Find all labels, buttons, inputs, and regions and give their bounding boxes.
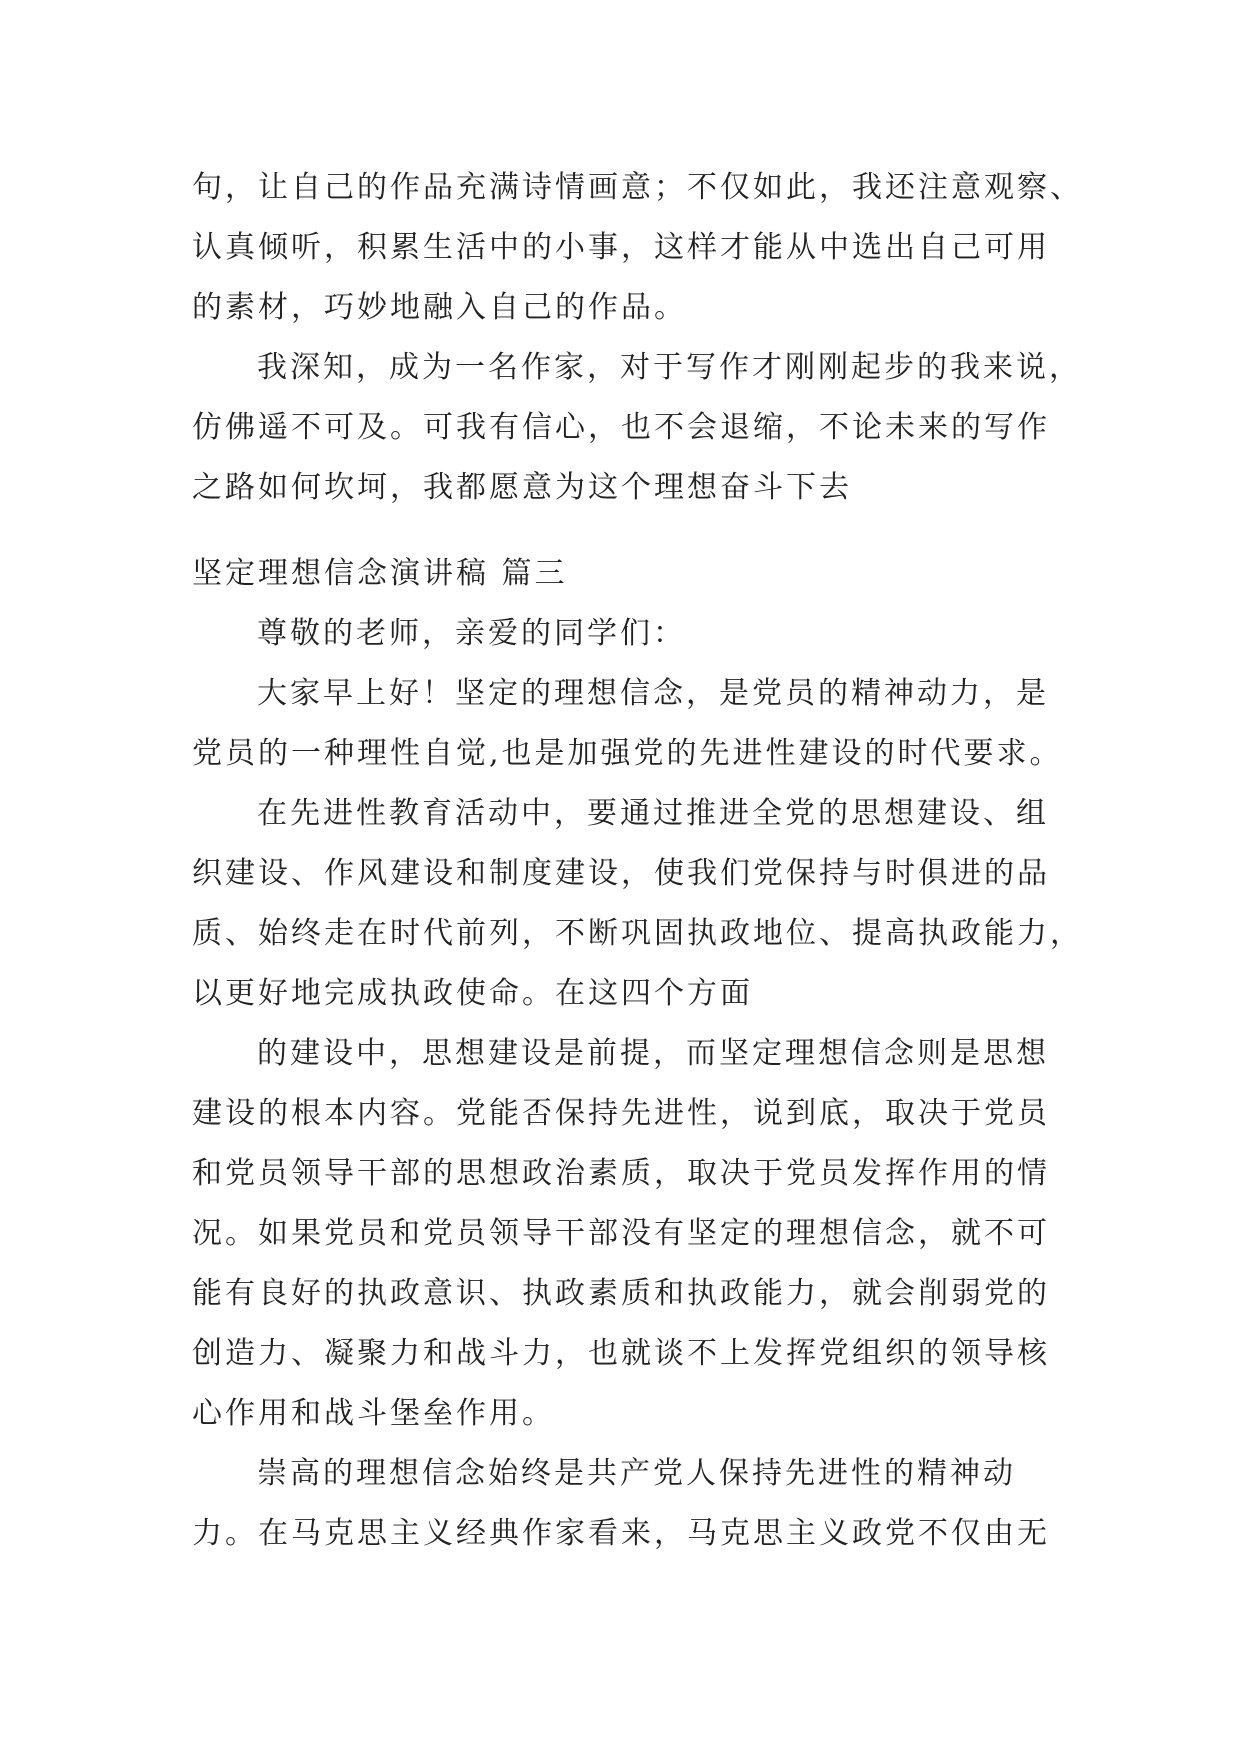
text-line: 崇高的理想信念始终是共产党人保持先进性的精神动 [257, 1456, 1016, 1491]
text-line: 和党员领导干部的思想政治素质，取决于党员发挥作用的情 [192, 1156, 1050, 1191]
text-line: 我深知，成为一名作家，对于写作才刚刚起步的我来说， [257, 350, 1082, 385]
paragraph-group-intro [192, 158, 1083, 518]
text-line: 的素材，巧妙地融入自己的作品。 [192, 290, 687, 325]
text-line: 织建设、作风建设和制度建设，使我们党保持与时俱进的品 [192, 856, 1050, 891]
text-line: 的建设中，思想建设是前提，而坚定理想信念则是思想 [257, 1036, 1049, 1071]
text-line: 能有良好的执政意识、执政素质和执政能力，就会削弱党的 [192, 1276, 1050, 1311]
salutation: 尊敬的老师，亲爱的同学们： [257, 616, 686, 651]
text-line: 力。在马克思主义经典作家看来，马克思主义政党不仅由无 [192, 1516, 1050, 1551]
text-line: 在先进性教育活动中，要通过推进全党的思想建设、组 [257, 796, 1049, 831]
text-line: 况。如果党员和党员领导干部没有坚定的理想信念，就不可 [192, 1216, 1050, 1251]
text-line: 建设的根本内容。党能否保持先进性，说到底，取决于党员 [192, 1096, 1050, 1131]
text-line: 党员的一种理性自觉,也是加强党的先进性建设的时代要求。 [192, 736, 1063, 771]
text-line: 之路如何坎坷，我都愿意为这个理想奋斗下去 [192, 470, 852, 505]
speech-section [192, 544, 1083, 1564]
text-line: 以更好地完成执政使命。在这四个方面 [192, 976, 753, 1011]
text-line: 仿佛遥不可及。可我有信心，也不会退缩，不论未来的写作 [192, 410, 1050, 445]
text-line: 心作用和战斗堡垒作用。 [192, 1396, 555, 1431]
text-line: 创造力、凝聚力和战斗力，也就谈不上发挥党组织的领导核 [192, 1336, 1050, 1371]
text-line: 认真倾听，积累生活中的小事，这样才能从中选出自己可用 [192, 230, 1050, 265]
text-line: 句，让自己的作品充满诗情画意；不仅如此，我还注意观察、 [192, 170, 1083, 205]
text-line: 质、始终走在时代前列，不断巩固执政地位、提高执政能力， [192, 916, 1083, 951]
section-title: 坚定理想信念演讲稿 篇三 [192, 556, 568, 591]
text-line: 大家早上好！坚定的理想信念，是党员的精神动力，是 [257, 676, 1049, 711]
